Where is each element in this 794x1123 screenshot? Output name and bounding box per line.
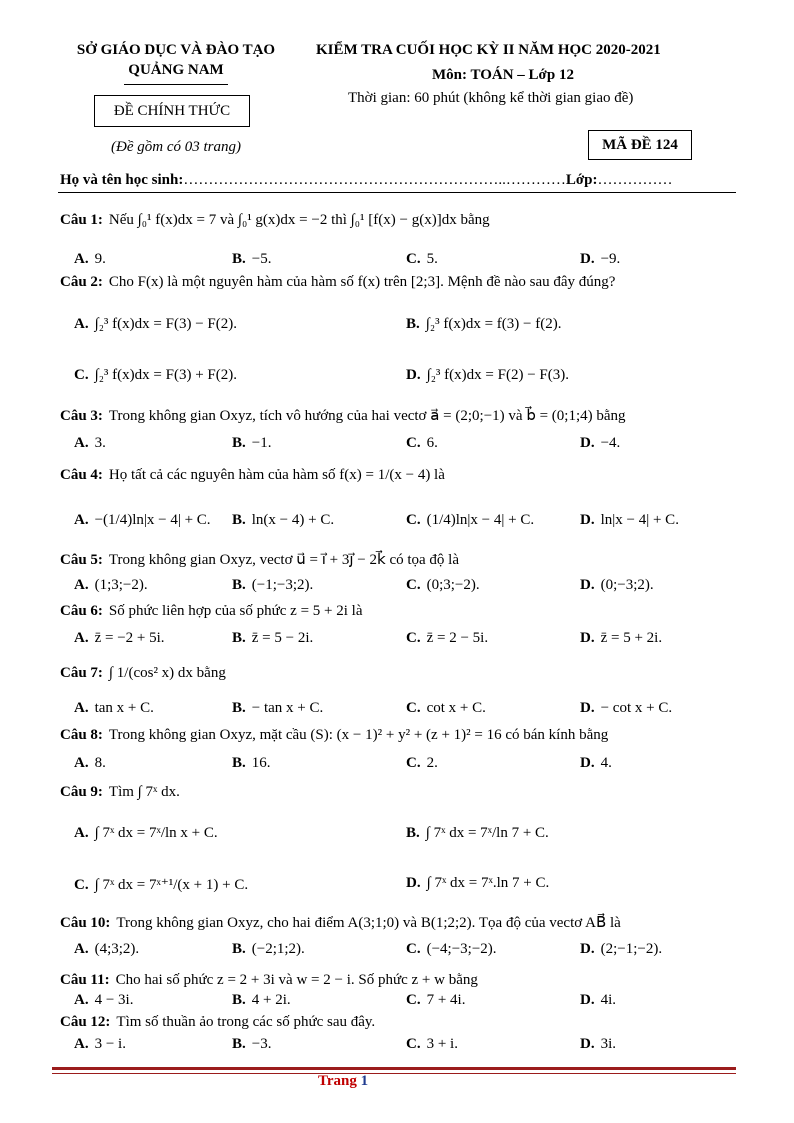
question-11: Câu 11: Cho hai số phức z = 2 + 3i và w = 2 − i. Số phức z + w bằng (60, 972, 478, 988)
student-line (60, 172, 673, 189)
q9-option-d: D. ∫ 7ˣ dx = 7ˣ.ln 7 + C. (406, 875, 550, 891)
q8-option-c: C. 2. (406, 755, 438, 771)
org-line1: SỞ GIÁO DỤC VÀ ĐÀO TẠO (76, 42, 276, 58)
question-9: Câu 9: Tìm ∫ 7ˣ dx. (60, 784, 180, 800)
q1-option-d: D. −9. (580, 251, 621, 267)
q5-option-b: B. (−1;−3;2). (232, 577, 314, 593)
question-5: Câu 5: Trong không gian Oxyz, vectơ u⃗ = i⃗ + 3j⃗ − 2k⃗ có tọa độ là (60, 552, 459, 568)
exam-time: Thời gian: 60 phút (không kể thời gian giao đề) (348, 90, 634, 106)
q10-option-b: B. (−2;1;2). (232, 941, 305, 957)
q3-option-d: D. −4. (580, 435, 621, 451)
q7-option-b: B. − tan x + C. (232, 700, 324, 716)
q5-option-a: A. (1;3;−2). (74, 577, 148, 593)
q12-option-a: A. 3 − i. (74, 1036, 126, 1052)
q6-option-b: B. z̄ = 5 − 2i. (232, 630, 314, 646)
q4-option-c: C. (1/4)ln|x − 4| + C. (406, 512, 535, 528)
page-no: 1 (360, 1073, 369, 1089)
q4-option-b: B. ln(x − 4) + C. (232, 512, 335, 528)
org-line2: QUẢNG NAM (128, 62, 224, 78)
q2-option-d: D. ∫₂³ f(x)dx = F(2) − F(3). (406, 367, 569, 383)
student-label: Họ và tên học sinh: (60, 172, 184, 188)
question-8: Câu 8: Trong không gian Oxyz, mặt cầu (S): (x − 1)² + y² + (z + 1)² = 16 có bán kính bằng (60, 727, 609, 743)
student-dots: ………………………………………………………..………… (183, 172, 566, 188)
class-label: Lớp: (565, 172, 598, 188)
q8-option-b: B. 16. (232, 755, 271, 771)
footer-rule-thick (52, 1067, 736, 1070)
question-6: Câu 6: Số phức liên hợp của số phức z = 5 + 2i là (60, 603, 363, 619)
q12-option-b: B. −3. (232, 1036, 272, 1052)
question-label: Câu 1: (60, 212, 103, 228)
q12-option-c: C. 3 + i. (406, 1036, 458, 1052)
class-dots: …………… (597, 172, 673, 188)
page-word: Trang (318, 1073, 357, 1089)
official-label: ĐỀ CHÍNH THỨC (113, 103, 231, 119)
question-7: Câu 7: ∫ 1/(cos² x) dx bằng (60, 665, 226, 681)
q11-option-a: A. 4 − 3i. (74, 992, 134, 1008)
q2-option-b: B. ∫₂³ f(x)dx = f(3) − f(2). (406, 316, 562, 332)
q9-option-b: B. ∫ 7ˣ dx = 7ˣ/ln 7 + C. (406, 825, 549, 841)
q10-option-a: A. (4;3;2). (74, 941, 140, 957)
q8-option-d: D. 4. (580, 755, 612, 771)
question-12: Câu 12: Tìm số thuần ảo trong các số phức sau đây. (60, 1014, 376, 1030)
q1-option-a: A. 9. (74, 251, 106, 267)
q5-option-c: C. (0;3;−2). (406, 577, 480, 593)
q6-option-c: C. z̄ = 2 − 5i. (406, 630, 489, 646)
q3-option-c: C. 6. (406, 435, 438, 451)
q10-option-c: C. (−4;−3;−2). (406, 941, 497, 957)
exam-code-box (588, 130, 692, 160)
exam-title: KIỂM TRA CUỐI HỌC KỲ II NĂM HỌC 2020-2021 (316, 42, 661, 58)
q2-option-a: A. ∫₂³ f(x)dx = F(3) − F(2). (74, 316, 237, 332)
q4-option-d: D. ln|x − 4| + C. (580, 512, 679, 528)
exam-code: MÃ ĐỀ 124 (602, 137, 678, 153)
q6-option-a: A. z̄ = −2 + 5i. (74, 630, 165, 646)
q7-option-c: C. cot x + C. (406, 700, 486, 716)
q1-option-b: B. −5. (232, 251, 272, 267)
official-box (94, 95, 250, 127)
q10-option-d: D. (2;−1;−2). (580, 941, 663, 957)
q7-option-a: A. tan x + C. (74, 700, 154, 716)
footer-rule-thin (52, 1073, 736, 1074)
question-3: Câu 3: Trong không gian Oxyz, tích vô hướng của hai vectơ a⃗ = (2;0;−1) và b⃗ = (0;1;4) bằng (60, 408, 626, 424)
q6-option-d: D. z̄ = 5 + 2i. (580, 630, 663, 646)
q7-option-d: D. − cot x + C. (580, 700, 673, 716)
q9-option-c: C. ∫ 7ˣ dx = 7ˣ⁺¹/(x + 1) + C. (74, 877, 249, 893)
q3-option-a: A. 3. (74, 435, 106, 451)
question-10: Câu 10: Trong không gian Oxyz, cho hai điểm A(3;1;0) và B(1;2;2). Tọa độ của vectơ AB⃗ là (60, 915, 621, 931)
q11-option-c: C. 7 + 4i. (406, 992, 466, 1008)
q11-option-b: B. 4 + 2i. (232, 992, 291, 1008)
q1-option-c: C. 5. (406, 251, 438, 267)
q2-option-c: C. ∫₂³ f(x)dx = F(3) + F(2). (74, 367, 237, 383)
q11-option-d: D. 4i. (580, 992, 617, 1008)
question-text: Nếu ∫₀¹ f(x)dx = 7 và ∫₀¹ g(x)dx = −2 thì ∫₀¹ [f(x) − g(x)]dx bằng (108, 212, 490, 228)
q9-option-a: A. ∫ 7ˣ dx = 7ˣ/ln x + C. (74, 825, 218, 841)
q4-option-a: A. −(1/4)ln|x − 4| + C. (74, 512, 211, 528)
org-underline (124, 84, 228, 85)
q3-option-b: B. −1. (232, 435, 272, 451)
subject: Môn: TOÁN – Lớp 12 (432, 67, 574, 83)
q5-option-d: D. (0;−3;2). (580, 577, 654, 593)
question-2: Câu 2: Cho F(x) là một nguyên hàm của hàm số f(x) trên [2;3]. Mệnh đề nào sau đây đúng? (60, 274, 616, 290)
header-rule (58, 192, 736, 193)
question-4: Câu 4: Họ tất cả các nguyên hàm của hàm số f(x) = 1/(x − 4) là (60, 467, 445, 483)
q8-option-a: A. 8. (74, 755, 106, 771)
q12-option-d: D. 3i. (580, 1036, 617, 1052)
page-number (318, 1073, 368, 1090)
question-1 (60, 212, 490, 229)
pages-note: (Đề gồm có 03 trang) (111, 139, 241, 155)
